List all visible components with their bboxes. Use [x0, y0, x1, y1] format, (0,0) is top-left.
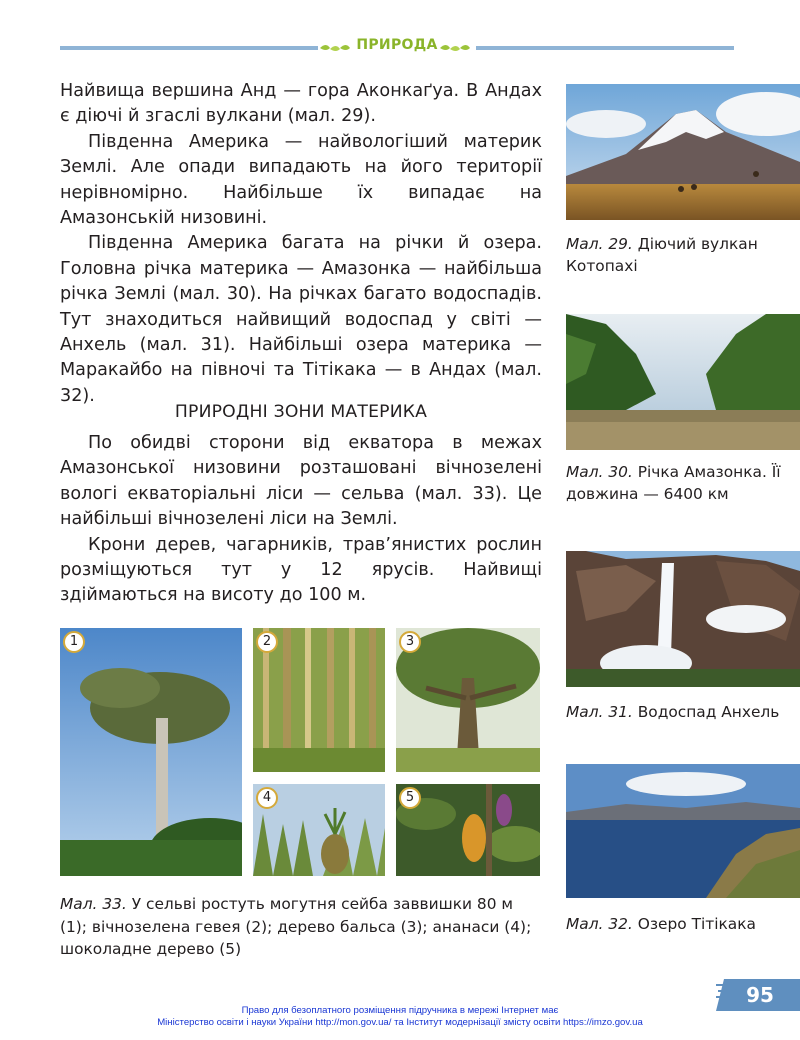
- paragraph-selva: По обидві сторони від екватора в межах Амазонської низовини розташовані вічнозелені вологі екваторіальні ліси — сельва (мал. 33). Це найбільші вічнозелені ліси на Землі.: [60, 433, 542, 530]
- caption-fig31: [566, 701, 798, 723]
- caption-fig31-text: Водоспад Анхель: [637, 703, 780, 721]
- paragraph-tiers: Крони дерев, чагарників, трав’янистих рослин розміщуються тут у 12 ярусів. Найвищі здіймаються на висоту до 100 м.: [60, 534, 542, 606]
- photo-angel-falls: [566, 551, 800, 687]
- paragraph-rivers: Південна Америка багата на річки й озера. Головна річка материка — Амазонка — найбільша річка Землі (мал. 30). На річках багато водоспадів. Тут знаходиться найвищий водоспад у світі — Анхель (мал. 31). Найбільші озера материка — Маракайбо на півночі та Тітікака — в Андах (мал. 32).: [60, 233, 542, 406]
- section-heading: ПРИРОДНІ ЗОНИ МАТЕРИКА: [174, 402, 428, 422]
- caption-fig33-text: У сельві ростуть могутня сейба заввишки 80 м (1); вічнозелена гевея (2); дерево бальса (3); ананаси (4); шоколадне дерево (5): [60, 895, 532, 958]
- marker-4: 4: [256, 787, 278, 809]
- caption-fig31-label: Мал. 31.: [566, 703, 633, 721]
- leaf-ornament-right-icon: [434, 40, 472, 54]
- caption-fig33: [60, 893, 542, 961]
- marker-5: 5: [399, 787, 421, 809]
- caption-fig30-text: Річка Амазонка. Її довжина — 6400 км: [566, 463, 781, 503]
- section-title: ПРИРОДА: [356, 37, 438, 53]
- caption-fig29-text: Діючий вулкан Котопахі: [566, 235, 758, 275]
- photo-amazon-river: [566, 314, 800, 450]
- marker-1: 1: [63, 631, 85, 653]
- marker-3: 3: [399, 631, 421, 653]
- photo-lake-titicaca: [566, 764, 800, 898]
- caption-fig30: [566, 461, 798, 505]
- caption-fig32-label: Мал. 32.: [566, 915, 633, 933]
- photo-ceiba-tree: [60, 628, 242, 876]
- caption-fig29-label: Мал. 29.: [566, 235, 633, 253]
- footer-line-1: Право для безоплатного розміщення підручника в мережі Інтернет має: [241, 1005, 559, 1016]
- caption-fig32: [566, 913, 798, 935]
- caption-fig33-label: Мал. 33.: [60, 895, 127, 913]
- paragraph-humidity: Південна Америка — найвологіший материк Землі. Але опади випадають на його території нерівномірно. Найбільше їх випадає на Амазонській низовині.: [60, 131, 542, 229]
- marker-2: 2: [256, 631, 278, 653]
- footer-line-2: Міністерство освіти і науки України http://mon.gov.ua/ та Інститут модернізації змісту освіти https://imzo.gov.ua: [157, 1017, 643, 1028]
- body-text-top: [60, 79, 542, 409]
- caption-fig30-label: Мал. 30.: [566, 463, 633, 481]
- body-text-bottom: [60, 431, 542, 609]
- caption-fig32-text: Озеро Тітікака: [637, 915, 756, 933]
- caption-fig29: [566, 233, 798, 277]
- header-rule-right: [476, 46, 734, 50]
- photo-cotopaxi-volcano: [566, 84, 800, 220]
- header-rule-left: [60, 46, 318, 50]
- page-number: 95: [746, 983, 774, 1007]
- paragraph-andes: Найвища вершина Анд — гора Аконкаґуа. В Андах є діючі й згаслі вулкани (мал. 29).: [60, 81, 542, 127]
